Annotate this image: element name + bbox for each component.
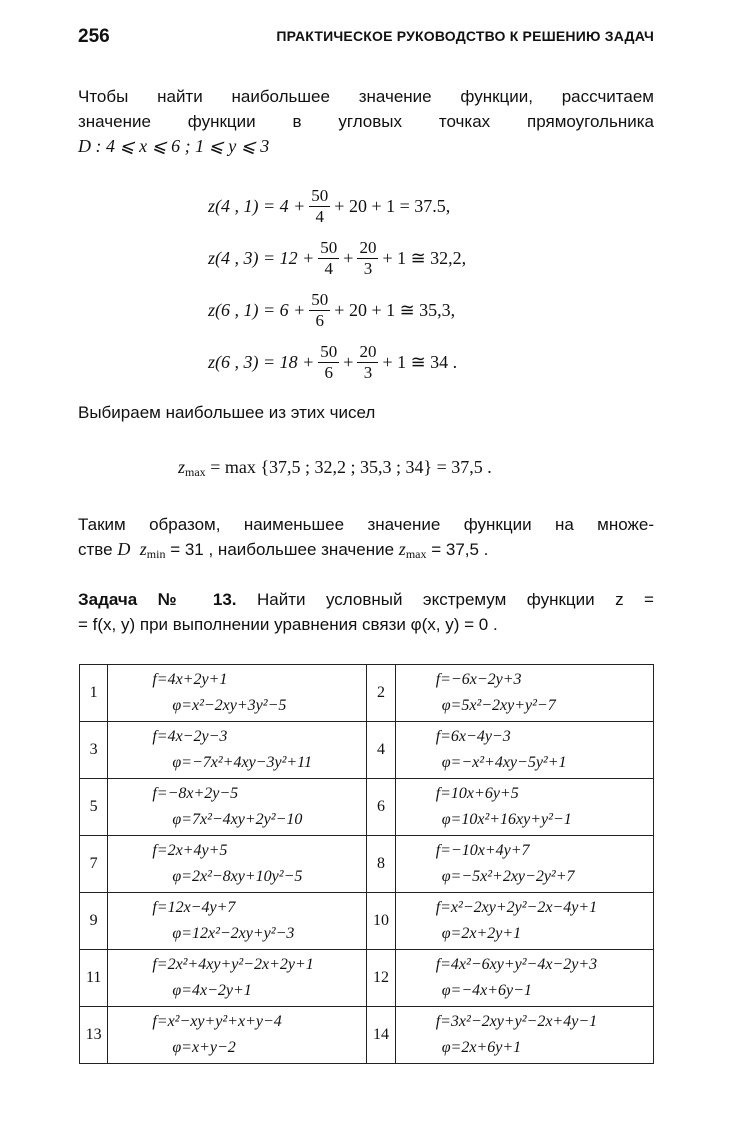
denominator: 6 xyxy=(324,362,334,382)
variant-cell xyxy=(395,722,653,779)
constraint-equation: φ=x+y−2 xyxy=(172,1039,236,1056)
denominator: 3 xyxy=(363,362,373,382)
variant-number: 8 xyxy=(367,836,395,893)
page-header xyxy=(78,26,654,50)
objective-function: f=2x²+4xy+y²−2x+2y+1 xyxy=(152,956,314,973)
objective-function: f=4x+2y+1 xyxy=(152,671,228,688)
eq-lhs: z(6 , 3) = 18 + xyxy=(208,351,315,372)
variant-number: 6 xyxy=(367,779,395,836)
zmin-symbol: z xyxy=(139,539,147,559)
variant-number: 1 xyxy=(80,665,108,722)
conclusion-line-2 xyxy=(78,537,654,567)
variant-cell xyxy=(108,950,367,1007)
task-line-1: Найти условный экстремум функции z = xyxy=(256,590,654,609)
zmin-subscript: min xyxy=(146,547,166,561)
constraint-equation: φ=2x²−8xy+10y²−5 xyxy=(172,868,303,885)
conclusion-line-1: Таким образом, наименьшее значение функции на множе- xyxy=(78,515,654,534)
equation-row xyxy=(208,336,466,388)
zmax-symbol-2: z xyxy=(398,539,406,559)
variant-number: 14 xyxy=(367,1007,395,1064)
variant-number: 2 xyxy=(367,665,395,722)
table-row xyxy=(80,1007,654,1064)
equation-row xyxy=(208,284,466,336)
conclusion-paragraph xyxy=(78,512,654,567)
conclusion-text-c: = 37,5 . xyxy=(431,540,489,559)
intro-paragraph xyxy=(78,84,654,159)
fraction xyxy=(357,342,378,383)
eq-mid: + xyxy=(343,247,354,268)
variant-cell xyxy=(108,665,367,722)
objective-function: f=12x−4y+7 xyxy=(152,899,236,916)
constraint-equation: φ=4x−2y+1 xyxy=(172,982,252,999)
variant-cell xyxy=(395,779,653,836)
variant-cell xyxy=(108,1007,367,1064)
conclusion-text-a: стве xyxy=(78,540,113,559)
task-label: Задача № 13. xyxy=(78,590,237,609)
constraint-equation: φ=7x²−4xy+2y²−10 xyxy=(172,811,303,828)
fraction xyxy=(357,238,378,279)
zmax-subscript-2: max xyxy=(405,547,427,561)
zmax-rhs: = max {37,5 ; 32,2 ; 35,3 ; 34} = 37,5 . xyxy=(210,457,492,477)
eq-mid: + xyxy=(343,351,354,372)
constraint-equation: φ=2x+2y+1 xyxy=(441,925,522,942)
eq-lhs: z(4 , 1) = 4 + xyxy=(208,195,306,216)
eq-mid: + 20 + 1 = 37.5, xyxy=(334,195,451,216)
variant-number: 5 xyxy=(80,779,108,836)
intro-line-2: значение функции в угловых точках прямоугольника xyxy=(78,112,654,131)
objective-function: f=4x−2y−3 xyxy=(152,728,228,745)
variant-number: 9 xyxy=(80,893,108,950)
zmax-symbol: z xyxy=(178,457,186,477)
eq-mid: + 20 + 1 ≅ 35,3, xyxy=(334,299,456,320)
variant-number: 4 xyxy=(367,722,395,779)
task-line-2: = f(x, y) при выполнении уравнения связи φ(x, y) = 0 . xyxy=(78,615,498,634)
variant-number: 7 xyxy=(80,836,108,893)
numerator: 20 xyxy=(359,341,377,361)
fraction xyxy=(318,342,339,383)
zmax-equation xyxy=(178,455,598,485)
denominator: 4 xyxy=(324,258,334,278)
table-row xyxy=(80,779,654,836)
eq-lhs: z(4 , 3) = 12 + xyxy=(208,247,315,268)
objective-function: f=3x²−2xy+y²−2x+4y−1 xyxy=(435,1013,598,1030)
constraint-equation: φ=x²−2xy+3y²−5 xyxy=(172,697,287,714)
page-number: 256 xyxy=(78,26,110,47)
numerator: 50 xyxy=(320,341,338,361)
constraint-equation: φ=5x²−2xy+y²−7 xyxy=(441,697,556,714)
eq-tail: + 1 ≅ 34 . xyxy=(382,351,458,372)
variant-cell xyxy=(395,665,653,722)
variant-cell xyxy=(108,893,367,950)
constraint-equation: φ=2x+6y+1 xyxy=(441,1039,522,1056)
constraint-equation: φ=−x²+4xy−5y²+1 xyxy=(441,754,567,771)
constraint-equation: φ=−5x²+2xy−2y²+7 xyxy=(441,868,575,885)
table-row xyxy=(80,665,654,722)
fraction xyxy=(318,238,339,279)
variants-table xyxy=(79,664,654,1064)
constraint-equation: φ=−7x²+4xy−3y²+11 xyxy=(172,754,312,771)
variant-cell xyxy=(395,836,653,893)
variant-cell xyxy=(395,1007,653,1064)
numerator: 50 xyxy=(311,185,329,205)
equation-row xyxy=(208,180,466,232)
intro-line-3: D : 4 ⩽ x ⩽ 6 ; 1 ⩽ y ⩽ 3 xyxy=(78,136,270,156)
equation-row xyxy=(208,232,466,284)
running-title: ПРАКТИЧЕСКОЕ РУКОВОДСТВО К РЕШЕНИЮ ЗАДАЧ xyxy=(276,28,654,44)
task-statement xyxy=(78,587,654,637)
fraction xyxy=(309,290,330,331)
variant-cell xyxy=(108,779,367,836)
conclusion-text-b: = 31 , наибольшее значение xyxy=(170,540,395,559)
objective-function: f=4x²−6xy+y²−4x−2y+3 xyxy=(435,956,598,973)
variant-cell xyxy=(395,950,653,1007)
variant-number: 12 xyxy=(367,950,395,1007)
variant-cell xyxy=(395,893,653,950)
variant-number: 10 xyxy=(367,893,395,950)
choose-text: Выбираем наибольшее из этих чисел xyxy=(78,403,376,422)
table-row xyxy=(80,722,654,779)
variant-cell xyxy=(108,722,367,779)
corner-equations xyxy=(208,180,466,388)
intro-line-1: Чтобы найти наибольшее значение функции, рассчитаем xyxy=(78,87,654,106)
variant-number: 3 xyxy=(80,722,108,779)
numerator: 20 xyxy=(359,237,377,257)
objective-function: f=−8x+2y−5 xyxy=(152,785,239,802)
variant-number: 13 xyxy=(80,1007,108,1064)
denominator: 3 xyxy=(363,258,373,278)
variant-cell xyxy=(108,836,367,893)
zmax-subscript: max xyxy=(185,465,206,479)
objective-function: f=2x+4y+5 xyxy=(152,842,228,859)
objective-function: f=10x+6y+5 xyxy=(435,785,519,802)
table-row xyxy=(80,950,654,1007)
objective-function: f=x²−xy+y²+x+y−4 xyxy=(152,1013,282,1030)
constraint-equation: φ=12x²−2xy+y²−3 xyxy=(172,925,295,942)
table-row xyxy=(80,893,654,950)
constraint-equation: φ=10x²+16xy+y²−1 xyxy=(441,811,572,828)
set-symbol: D xyxy=(117,539,131,559)
fraction xyxy=(309,186,330,227)
objective-function: f=−10x+4y+7 xyxy=(435,842,530,859)
numerator: 50 xyxy=(320,237,338,257)
numerator: 50 xyxy=(311,289,329,309)
variant-number: 11 xyxy=(80,950,108,1007)
denominator: 4 xyxy=(315,206,325,226)
table-row xyxy=(80,836,654,893)
objective-function: f=−6x−2y+3 xyxy=(435,671,522,688)
constraint-equation: φ=−4x+6y−1 xyxy=(441,982,532,999)
objective-function: f=6x−4y−3 xyxy=(435,728,511,745)
denominator: 6 xyxy=(315,310,325,330)
objective-function: f=x²−2xy+2y²−2x−4y+1 xyxy=(435,899,598,916)
eq-tail: + 1 ≅ 32,2, xyxy=(382,247,467,268)
eq-lhs: z(6 , 1) = 6 + xyxy=(208,299,306,320)
